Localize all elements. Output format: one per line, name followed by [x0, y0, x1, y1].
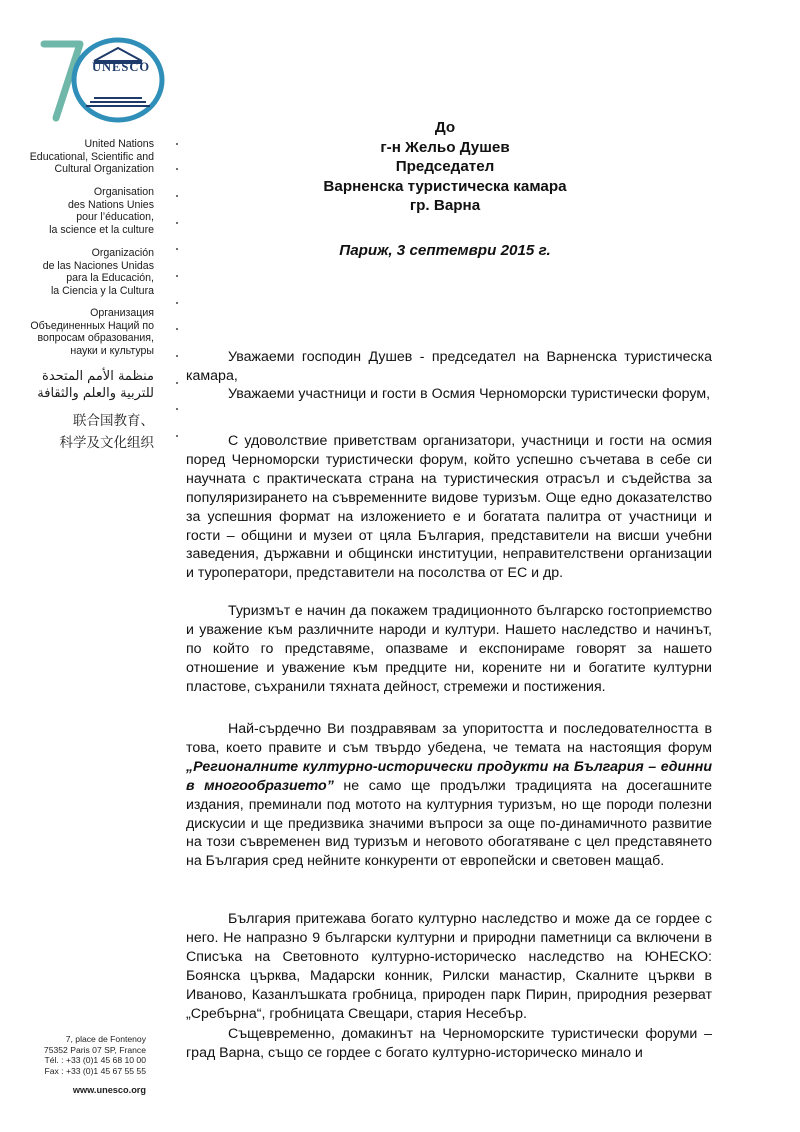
org-line: des Nations Unies — [68, 198, 154, 211]
separator-dot — [176, 302, 178, 304]
paragraph-text-part: Най-сърдечно Ви поздравявам за упоритостта и последователността в това, което правите и съм твърдо убедена, че темата на настоящия форум — [186, 721, 712, 756]
website-url: www.unesco.org — [72, 1085, 146, 1095]
org-line: Cultural Organization — [54, 163, 154, 176]
paragraph-text: С удоволствие приветствам организатори, участници и гости на осмия поред Черноморски туристически форум, който успешно съчетава в себе си научната с практическата страна на туристическия отрасъл и съдейства за популяризирането на съвременните видове туризъм. Още едно доказателство за успешния формат на изложението е и богатата палитра от участници и гости – общини и музеи от цяла България, представители на висши учебни заведения, държавни и общински институции, неправителствени организации и туроператори, представители на посолства от ЕС и др. — [186, 433, 712, 582]
separator-dot — [176, 435, 178, 437]
salutation-1 — [186, 348, 712, 386]
org-line: para la Educación, — [66, 272, 154, 285]
org-line: 科学及文化组织 — [59, 435, 154, 451]
paragraph-text: България притежава богато културно наследство и може да се гордее с него. Не напразно 9 български културни и природни паметници са включени в Списъка на Световното културно-историческо наследство на ЮНЕСКО: Боянска църква, Мадарски конник, Рилски манастир, Скалните църкви в Иваново, Казанлъшката гробница, природен парк Пирин, природния резерват „Сребърна“, гробницата Свещари, стария Несебър. — [186, 911, 712, 1022]
unesco-70-logo — [38, 34, 170, 124]
org-line: науки и культуры — [70, 344, 154, 357]
org-name-ar — [37, 368, 154, 402]
org-line: la science et la culture — [49, 223, 154, 236]
letter-date: Париж, 3 септември 2015 г. — [339, 242, 551, 259]
org-line: вопросам образования, — [37, 332, 154, 345]
separator-dot — [176, 328, 178, 330]
salutation-line: Уважаеми господин Душев - председател на Варненска туристическа камара, — [186, 349, 712, 384]
separator-dot — [176, 248, 178, 250]
separator-dot — [176, 275, 178, 277]
paragraph-text: Същевременно, домакинът на Черноморските туристически форуми – град Варна, също се гордее с богато културно-историческо минало и — [186, 1026, 712, 1061]
paragraph-text — [186, 720, 712, 871]
org-line: Educational, Scientific and — [29, 150, 154, 163]
address-line: Tél. : +33 (0)1 45 68 10 00 — [44, 1055, 146, 1066]
paragraph-text-part: не само ще продължи традицията на досегашните издания, преминали под мотото на културния туризъм, но ще породи полезни дискусии и ще предизвика значими въпроси за още по-динамичното развитие на този съвременен вид туризъм и неговото обогатяване с цел представянето на България сред нейните конкуренти от европейски и световен мащаб. — [186, 777, 712, 870]
org-line: 联合国教育、 — [73, 413, 154, 429]
org-name-fr — [49, 186, 154, 236]
address-line: 7, place de Fontenoy — [65, 1034, 146, 1044]
addressee-line: Варненска туристическа камара — [323, 177, 567, 195]
separator-dot — [176, 355, 178, 357]
org-line: Организация — [90, 307, 154, 319]
org-name-zh — [60, 410, 155, 454]
org-name-es — [43, 247, 154, 297]
paragraph-text: Туризмът е начин да покажем традиционното българско гостоприемство и уважение към различните народи и култури. Нашето наследство и начинът, по който го представяме, опазваме и експонираме говорят за нашето отношение и уважение към предците ни, корените ни и богатите културни пластове, съхранили тяхната дейност, стремежи и постижения. — [186, 603, 712, 695]
org-line: Объединенных Наций по — [30, 319, 154, 332]
paragraph-5 — [186, 1025, 712, 1063]
org-name-ru — [30, 307, 154, 357]
addressee-line: Председател — [395, 158, 495, 176]
forum-theme: „Регионалните културно-исторически продукти на България – единни в многообразието” — [186, 758, 712, 794]
paragraph-2 — [186, 602, 712, 697]
org-line: la Ciencia y la Cultura — [50, 284, 154, 297]
salutation-line: Уважаеми участници и гости в Осмия Черноморски туристически форум, — [228, 386, 711, 402]
paragraph-4 — [186, 910, 712, 1023]
org-line: Organización — [91, 247, 154, 259]
postal-address — [44, 1034, 146, 1076]
org-line: منظمة الأمم المتحدة — [42, 369, 154, 384]
org-name-en — [30, 138, 154, 176]
salutation-2 — [186, 385, 712, 404]
addressee-line: г-н Жельо Душев — [380, 138, 510, 156]
separator-dot — [176, 382, 178, 384]
address-line: Fax : +33 (0)1 45 67 55 55 — [44, 1065, 146, 1076]
paragraph-3 — [186, 720, 712, 871]
org-line: pour l’éducation, — [76, 211, 154, 224]
separator-dot — [176, 168, 178, 170]
org-line: للتربية والعلم والثقافة — [37, 386, 154, 401]
address-line: 75352 Paris 07 SP, France — [43, 1044, 146, 1055]
separator-dot — [176, 222, 178, 224]
addressee-block — [190, 118, 700, 216]
addressee-line: До — [434, 119, 456, 136]
addressee-line: гр. Варна — [409, 197, 481, 215]
separator-dot — [176, 408, 178, 410]
logo-wordmark: UNESCO — [92, 60, 151, 74]
org-line: United Nations — [84, 138, 154, 150]
org-line: de las Naciones Unidas — [42, 259, 154, 272]
separator-dot — [176, 195, 178, 197]
org-line: Organisation — [93, 186, 154, 198]
paragraph-1 — [186, 432, 712, 583]
separator-dot — [176, 143, 178, 145]
